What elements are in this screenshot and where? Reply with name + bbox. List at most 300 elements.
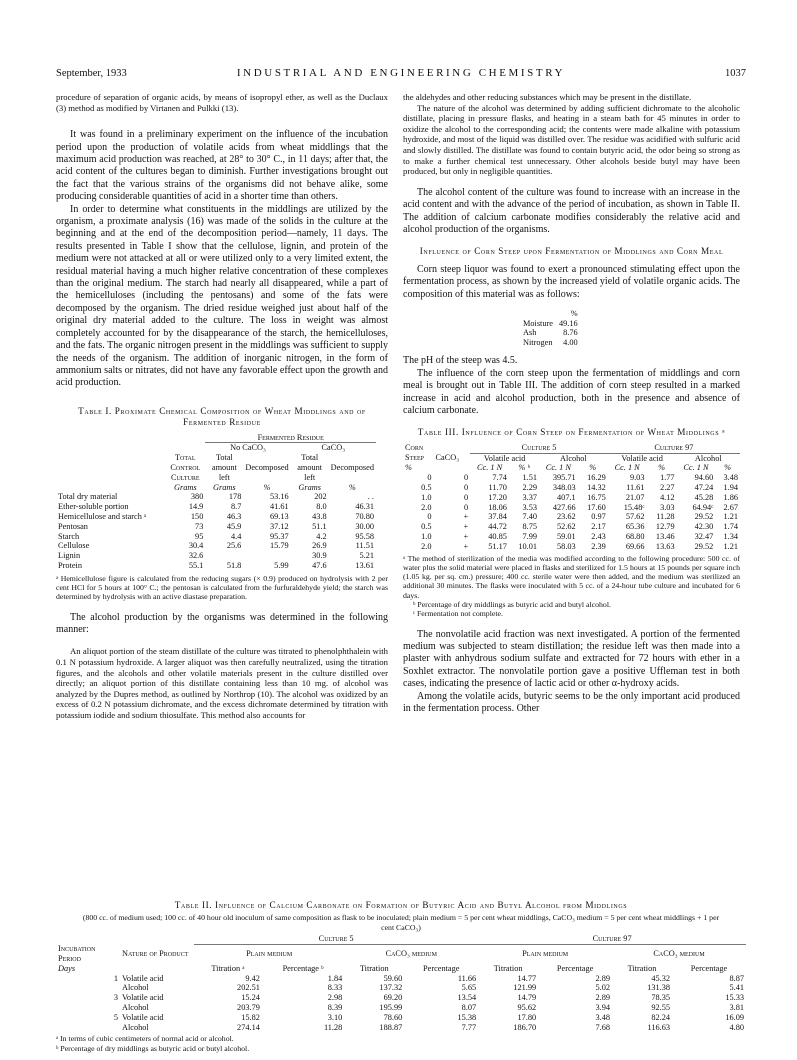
table-cell: 37.84 [488, 512, 507, 522]
table-cell: 46.31 [355, 502, 374, 512]
table-cell: 1.94 [723, 483, 738, 492]
composition-body [523, 319, 584, 348]
table-3-title: Table III. Influence of Corn Steep on Fermentation of Wheat Middlings ᵃ [417, 427, 726, 438]
table-row [403, 522, 740, 532]
table-cell: Total dry material [58, 492, 118, 502]
table-header: Volatile acid [483, 453, 526, 463]
paragraph: An aliquot portion of the steam distillate of the culture was titrated to phenolphthalein with 0.1 N potassium hydroxide. A larger aliquot was then carefully neutralized, using the titration figures, and the alcohols and other volatile materials present in the culture distilled over directly; an aliquot portion of this distillate containing less than 10 mg. of alcohol was analyzed by the Dupres method, as outlined by Northrop (10). The alcohol was oxidized by an excess of 0.2 N potassium dichromate, and the excess dichromate determined by titration with potassium iodide and sodium thiosulfate. This method also accounts for [56, 646, 388, 720]
table-header: Total amount left [211, 453, 237, 482]
table-cell: 3.81 [729, 1003, 744, 1013]
table-cell: 274.14 [237, 1022, 260, 1032]
table-cell: 8.87 [729, 973, 744, 983]
paragraph: procedure of separation of organic acids, by means of isopropyl ether, as well as the Duclaux (3) method as modified by Virtanen and Pulkki (13). [56, 92, 388, 113]
paragraph: The nature of the alcohol was determined by adding sufficient dichromate to the alcoholic distillate, placing in pressure flasks, and heating in a steam bath for 45 minutes in order to oxidize the alcohol to the corresponding acid; the contents were made alkaline with potassium hydroxide, and most of the liquid was distilled over. The residue was acidified with sulfuric acid and slowly distilled. The distillate was found to contain butyric acid, the odor being so strong as to make a further chemical test unnecessary. Other alcohols beside butyl may have been produced, but only in negligible quantities. [403, 102, 740, 177]
table-header: Titration [359, 963, 389, 973]
table-cell: Alcohol [122, 1003, 149, 1013]
table-cell: 23.62 [557, 512, 576, 522]
table-cell: 15.48ᶜ [623, 502, 645, 512]
table-3-body [403, 473, 740, 551]
table-cell: 32.6 [188, 551, 204, 561]
table-cell: 121.99 [513, 983, 537, 993]
table-cell: 5.65 [461, 983, 477, 993]
table-row [403, 473, 740, 483]
table-cell [243, 551, 290, 561]
table-cell: 16.75 [587, 492, 606, 502]
table-cell: 395.71 [552, 473, 576, 483]
table-2-footnote: ᵃ In terms of cubic centimeters of normal acid or alcohol. [56, 1034, 234, 1044]
table-cell: 0 [464, 483, 469, 492]
table-cell: 178 [228, 492, 242, 502]
table-cell: 17.80 [517, 1012, 537, 1022]
table-header: Percentage [556, 963, 594, 973]
table-cell: Protein [58, 560, 82, 570]
table-cell: 7.40 [522, 512, 537, 522]
table-cell: 2.17 [591, 522, 606, 532]
composition-table [523, 309, 584, 347]
table-cell: 64.94ᶜ [692, 502, 714, 512]
table-cell: 53.16 [270, 492, 289, 502]
table-cell: 65.36 [625, 522, 645, 532]
table-cell: 3 [113, 993, 118, 1003]
table-cell: 26.9 [312, 541, 327, 551]
table-cell: . . [367, 492, 374, 502]
table-cell: 78.60 [383, 1012, 403, 1022]
table-cell: 0 [427, 512, 432, 522]
table-row [56, 993, 746, 1003]
table-cell: 150 [190, 511, 204, 521]
table-cell: 4.00 [563, 337, 578, 347]
table-row [403, 512, 740, 522]
table-cell: 8.76 [563, 328, 578, 338]
table-cell: 44.72 [488, 522, 507, 532]
table-row [523, 328, 584, 338]
table-row [56, 541, 376, 551]
table-2-title: Table II. Influence of Calcium Carbonate on Formation of Butyric Acid and Butyl Alcohol from Middlings [174, 900, 628, 910]
table-header: Titration ᵃ [211, 963, 245, 973]
unit-label: % [724, 463, 732, 473]
unit-label: Cc. 1 N [545, 463, 571, 473]
header-journal: INDUSTRIAL AND ENGINEERING CHEMISTRY [236, 67, 566, 79]
table-cell: 202 [314, 492, 327, 502]
table-2 [56, 934, 746, 1032]
table-header: Decomposed [330, 462, 374, 472]
table-cell: 4.4 [230, 531, 242, 541]
table-cell: 131.38 [647, 983, 670, 993]
table-cell: 0 [464, 473, 469, 483]
table-3-footnote: ᵇ Percentage of dry middlings as butyric acid and butyl alcohol. [413, 600, 611, 610]
table-row [56, 1023, 746, 1033]
table-cell: 14.9 [188, 502, 204, 512]
table-cell: 43.8 [312, 511, 327, 521]
table-cell: 45.9 [226, 521, 242, 531]
table-header: Total amount left [297, 453, 323, 482]
table-cell: 92.55 [651, 1003, 670, 1013]
table-cell: + [463, 512, 469, 522]
table-cell: 348.03 [552, 483, 576, 492]
table-cell: Moisture [523, 318, 553, 328]
table-header: Volatile acid [621, 453, 663, 463]
table-cell: Alcohol [122, 983, 149, 993]
table-row [56, 1003, 746, 1013]
table-cell: 0.5 [421, 522, 432, 532]
table-cell: 15.33 [725, 993, 744, 1003]
paragraph: The influence of the corn steep upon the fermentation of middlings and corn meal is brought out in Table III. The addition of corn steep resulted in a marked increase in acid and alcohol production, both in the presence and absence of calcium carbonate. [403, 367, 740, 416]
table-header: Steep [405, 453, 424, 463]
table-cell: 3.03 [660, 502, 675, 512]
table-cell: 40.85 [488, 531, 507, 541]
table-cell: + [463, 531, 469, 541]
table-cell: 95.62 [517, 1003, 537, 1013]
table-1-footnote: ᵃ Hemicellulose figure is calculated from the reducing sugars (× 0.9) produced on hydrolysis with 2 per cent HCl for 5 hours at 100° C.; the pentosan is calculated from the furfuraldehyde yield; the starch was determined by hydrolysis with an active diastase preparation. [56, 573, 388, 602]
table-cell: 58.03 [557, 541, 576, 551]
table-cell: 2.89 [595, 973, 611, 983]
table-cell: Nitrogen [523, 337, 553, 347]
table-cell: 32.47 [694, 531, 714, 541]
table-row [56, 561, 376, 571]
table-cell: 3.10 [327, 1012, 343, 1022]
table-cell: 11.66 [457, 973, 477, 983]
table-3 [403, 443, 740, 552]
table-header: Culture 5 [470, 443, 608, 453]
unit-label: % [589, 463, 597, 473]
table-cell: 13.63 [655, 541, 675, 551]
table-cell: 0 [464, 492, 469, 502]
table-cell: 52.62 [557, 522, 576, 532]
table-cell: 12.79 [655, 522, 675, 532]
table-cell: 2.89 [595, 993, 611, 1003]
table-cell: 8.75 [522, 522, 537, 532]
table-cell: 15.82 [241, 1012, 260, 1022]
table-header: Culture 97 [478, 934, 746, 944]
table-cell [56, 1003, 120, 1013]
table-cell: Cellulose [58, 541, 90, 551]
table-3-footnote: ᶜ Fermentation not complete. [413, 609, 503, 619]
running-header [56, 68, 746, 82]
table-cell: 14.77 [517, 973, 537, 983]
table-header: Total Control Culture [170, 453, 201, 482]
paragraph: The alcohol content of the culture was found to increase with an increase in the acid content and with the advance of the period of incubation, as shown in Table II. The addition of calcium carbonate modifies considerably the relative acid and alcohol production of the organisms. [403, 186, 740, 235]
table-header: Culture 5 [194, 934, 478, 944]
table-cell: 1.74 [723, 522, 738, 532]
table-cell: 2.39 [591, 541, 606, 551]
table-cell: 49.16 [558, 318, 578, 328]
paragraph: It was found in a preliminary experiment on the influence of the incubation period upon the production of volatile acids from wheat middlings that the maximum acid production was reached, at 28° to 30° C., in 11 days; after that, the acid content of the cultures began to diminish. Further investigations brought out the fact that the various strains of the organisms did not behave alike, some producing considerable quantities of acid in a shorter time than others. [56, 129, 388, 203]
table-cell: Pentosan [58, 521, 88, 531]
table-cell: 95.37 [270, 531, 289, 541]
table-2-subtitle: (800 cc. of medium used; 100 cc. of 40 hour old inoculum of same composition as flask to be inoculated; plain medium = 5 per cent wheat middlings, CaCO₃ medium = 5 per cent wheat middlings + 1 per cent CaCO₃) [82, 913, 720, 932]
table-cell: 51.17 [488, 541, 507, 551]
table-cell: 8.07 [461, 1003, 477, 1013]
unit-label: % [570, 309, 578, 318]
table-cell: 0 [464, 502, 469, 512]
table-header: Fermented Residue [205, 433, 376, 443]
table-cell: 69.13 [270, 511, 289, 521]
table-cell: Hemicellulose and starch ᵃ [58, 511, 147, 521]
table-cell: 13.54 [457, 993, 477, 1003]
unit-label: Grams [173, 482, 197, 492]
table-cell: 55.1 [188, 560, 204, 570]
table-row [56, 502, 376, 512]
table-header: Percentage [690, 963, 728, 973]
table-cell: 186.70 [513, 1022, 537, 1032]
table-cell: 3.94 [595, 1003, 611, 1013]
paragraph: Among the volatile acids, butyric seems to be the only important acid produced in the fermentation process. Other [403, 690, 740, 715]
table-cell: 45.32 [651, 973, 670, 983]
table-cell: 1.0 [421, 492, 432, 502]
table-cell: 18.06 [488, 502, 507, 512]
table-cell: 14.32 [587, 483, 606, 492]
unit-label: Cc. 1 N [683, 463, 709, 473]
table-cell: 11.28 [656, 512, 675, 522]
right-column [403, 92, 740, 716]
table-cell: 2.0 [421, 541, 432, 551]
table-header: Nature of Product [122, 949, 189, 959]
table-header: CaCO₃ [435, 453, 460, 463]
table-row [56, 532, 376, 542]
unit-label: % [263, 482, 271, 492]
table-cell: 11.70 [488, 483, 507, 492]
table-cell: 188.87 [379, 1022, 403, 1032]
table-cell: + [463, 522, 469, 532]
table-cell: 25.6 [226, 541, 242, 551]
table-row [403, 542, 740, 552]
table-cell: + [463, 541, 469, 551]
page-number: 1037 [725, 68, 746, 79]
table-cell: 137.32 [379, 983, 403, 993]
table-cell: 5.99 [274, 560, 289, 570]
table-cell: 3.48 [595, 1012, 611, 1022]
table-cell: 51.8 [226, 560, 242, 570]
table-cell: 1.21 [723, 541, 738, 551]
table-cell: 5 [113, 1012, 118, 1022]
table-cell: 47.24 [694, 483, 714, 492]
table-cell: 69.66 [625, 541, 645, 551]
table-row [56, 983, 746, 993]
table-cell: Volatile acid [122, 1012, 164, 1022]
table-cell: Ether-soluble portion [58, 502, 129, 512]
table-cell: 8.0 [316, 502, 327, 512]
table-cell: 2.27 [660, 483, 675, 492]
table-1-title: Table I. Proximate Chemical Composition of Wheat Middlings and of Fermented Residue [78, 405, 366, 428]
table-row [56, 974, 746, 984]
table-cell: 2.0 [421, 502, 432, 512]
table-cell: 203.79 [237, 1003, 260, 1013]
table-cell: Lignin [58, 551, 81, 561]
table-cell: 5.21 [359, 551, 374, 561]
table-header: Plain medium [246, 949, 293, 959]
table-cell: 7.99 [522, 531, 537, 541]
table-row [56, 551, 376, 561]
paragraph: The pH of the steep was 4.5. [403, 355, 518, 367]
table-cell: 45.28 [694, 492, 714, 502]
unit-label: % [405, 463, 412, 473]
table-cell: 13.61 [355, 560, 374, 570]
table-cell: 7.68 [595, 1022, 611, 1032]
section-heading: Influence of Corn Steep upon Fermentation of Middlings and Corn Meal [419, 246, 724, 257]
unit-label: Days [58, 963, 76, 973]
table-cell: 1.34 [723, 531, 738, 541]
table-row [56, 1013, 746, 1023]
table-cell: 73 [195, 521, 204, 531]
table-header: Alcohol [694, 453, 722, 463]
table-cell: 3.37 [522, 492, 537, 502]
table-cell: 2.67 [723, 502, 738, 512]
table-cell: 13.46 [655, 531, 675, 541]
table-cell: 407.1 [557, 492, 576, 502]
table-cell: 15.24 [241, 993, 260, 1003]
table-cell: 37.12 [270, 521, 289, 531]
table-cell: 4.80 [729, 1022, 744, 1032]
table-cell: 1.77 [660, 473, 675, 483]
unit-label: % [348, 482, 356, 492]
table-cell: 1.21 [723, 512, 738, 522]
table-row [56, 522, 376, 532]
table-cell: Volatile acid [122, 993, 164, 1003]
table-cell: 29.52 [694, 512, 714, 522]
table-cell: 7.74 [492, 473, 507, 483]
table-row [56, 492, 376, 502]
table-cell: 1.51 [522, 473, 537, 483]
table-cell [56, 1023, 120, 1033]
table-cell: 116.63 [647, 1022, 670, 1032]
table-cell: Alcohol [122, 1022, 149, 1032]
table-cell: 14.79 [517, 993, 537, 1003]
table-cell: 8.39 [327, 1003, 343, 1013]
table-row [403, 483, 740, 493]
table-cell: 69.20 [383, 993, 403, 1003]
table-cell: 2.29 [522, 483, 537, 492]
table-cell: 2.98 [327, 993, 343, 1003]
table-cell: 16.29 [587, 473, 606, 483]
table-cell: 427.66 [552, 502, 576, 512]
table-cell: 11.61 [626, 483, 645, 492]
table-cell: 15.79 [270, 541, 289, 551]
table-cell: 3.53 [522, 502, 537, 512]
table-cell: 41.61 [270, 502, 289, 512]
table-cell: 94.60 [694, 473, 714, 483]
table-cell: 202.51 [237, 983, 260, 993]
table-cell: 3.48 [723, 473, 738, 483]
unit-label: Cc. 1 N [476, 463, 503, 473]
unit-label: Grams [298, 482, 321, 492]
unit-label: Cc. 1 N [614, 463, 640, 473]
table-header: Decomposed [245, 462, 289, 472]
table-cell: 1.0 [421, 531, 432, 541]
table-cell: 0.97 [591, 512, 606, 522]
table-cell [56, 983, 120, 993]
table-header: Culture 97 [608, 443, 740, 453]
table-header: Corn [405, 443, 424, 453]
table-cell: 95 [195, 531, 204, 541]
table-cell: 78.35 [651, 993, 670, 1003]
table-cell: 1.84 [327, 973, 343, 983]
table-2-footnote: ᵇ Percentage of dry middlings as butyric acid or butyl alcohol. [56, 1043, 250, 1053]
table-cell: 11.51 [355, 541, 374, 551]
table-cell: 17.20 [488, 492, 507, 502]
table-cell: 8.7 [230, 502, 242, 512]
header-date: September, 1933 [56, 68, 127, 79]
table-cell: 0 [427, 473, 432, 483]
table-header: CaCO₃ [321, 443, 346, 453]
left-column [56, 92, 388, 721]
table-2-body [56, 974, 746, 1033]
table-cell: 57.62 [625, 512, 645, 522]
table-cell: 59.01 [557, 531, 576, 541]
table-cell: Ash [523, 328, 537, 338]
table-cell: 7.77 [461, 1022, 477, 1032]
paragraph: The alcohol production by the organisms was determined in the following manner: [56, 611, 388, 635]
table-header: Plain medium [522, 949, 569, 959]
table-header: Incubation Period [58, 944, 96, 964]
table-cell: 4.12 [660, 492, 675, 502]
table-cell: 380 [190, 492, 204, 502]
table-cell: 8.33 [327, 983, 343, 993]
table-row [403, 532, 740, 542]
table-cell: 30.00 [355, 521, 374, 531]
table-cell: Volatile acid [122, 973, 164, 983]
table-cell: 1 [113, 973, 118, 983]
table-header: Percentage ᵇ [282, 963, 324, 973]
table-cell: 21.07 [625, 492, 645, 502]
table-cell: 16.09 [725, 1012, 744, 1022]
table-cell: 59.60 [383, 973, 403, 983]
unit-label: % ᵇ [518, 463, 530, 473]
table-cell: 5.02 [595, 983, 611, 993]
paragraph: In order to determine what constituents in the middlings are utilized by the organism, a proximate analysis (16) was made of the solids in the culture at the beginning and at the end of the decomposition period—namely, 11 days. The results presented in Table I show that the cellulose, lignin, and protein of the medium were not attacked at all or were utilized only to a very limited extent, the residual material having a much higher relative concentration of these complexes than the original medium. The starch had nearly all disappeared, while a part of the hemicelluloses (including the pentosans) and some of the fats were decomposed by the organism. The dried residue weighed just about half of the original dry material added to the culture. The loss in weight was almost completely accounted for by the disappearance of the starch, the hemicelluloses, and the fats. The organic nitrogen present in the middlings was sufficient to supply the needs of the organism. The addition of inorganic nitrogen, in the form of ammonium salts or nitrates, did not have any favorable effect upon the growth and acid production. [56, 203, 388, 389]
table-cell: Starch [58, 531, 80, 541]
table-cell: 29.52 [694, 541, 714, 551]
table-header: Titration [493, 963, 523, 973]
table-header: No CaCO₃ [230, 443, 266, 453]
table-cell: 42.30 [694, 522, 714, 532]
table-cell: 30.9 [312, 551, 327, 561]
paragraph: The nonvolatile acid fraction was next investigated. A portion of the fermented medium was subjected to steam distillation; the residue left was then made into a plaster with anhydrous sodium sulfate and extracted for 72 hours with ether in a Soxhlet extractor. The nonvolatile portion gave a positive Uffleman test in both cases, indicating the presence of lactic acid or other α-hydroxy acids. [403, 628, 740, 690]
table-cell: 51.1 [312, 521, 327, 531]
table-cell: 195.99 [379, 1003, 403, 1013]
table-cell: 4.2 [316, 531, 327, 541]
unit-label: % [658, 463, 665, 473]
paragraph: the aldehydes and other reducing substances which may be present in the distillate. [403, 92, 692, 102]
table-2-block [56, 900, 746, 1053]
table-cell: 11.28 [323, 1022, 343, 1032]
table-cell: 46.3 [226, 511, 242, 521]
table-1-body [56, 492, 376, 570]
table-row [523, 319, 584, 329]
table-row [56, 512, 376, 522]
table-cell: 2.43 [591, 531, 606, 541]
table-header: CaCO₃ medium [385, 949, 437, 959]
table-header: Alcohol [560, 453, 587, 463]
table-3-footnote: ᵃ The method of sterilization of the media was modified according to the following procedure: 500 cc. of water plus the solid material were placed in flasks and sterilized for 1.5 hours at 15 pounds per square inch (1.05 kg. per sq. cm.) pressure; 400 cc. sterile water were then added, and the medium was sterilized an additional 30 minutes. The flasks were inoculated with 5 cc. of a 24-hour tube culture and incubated for 6 days. [403, 553, 740, 600]
unit-label: Grams [213, 482, 236, 492]
table-header: CaCO₃ medium [653, 949, 705, 959]
table-cell: 95.58 [355, 531, 374, 541]
table-cell: 47.6 [312, 560, 327, 570]
table-cell: 68.80 [625, 531, 645, 541]
table-cell: 5.41 [729, 983, 744, 993]
table-cell: 30.4 [188, 541, 204, 551]
table-row [403, 503, 740, 513]
table-cell: 70.80 [355, 511, 374, 521]
table-cell: 10.01 [518, 541, 537, 551]
paragraph: Corn steep liquor was found to exert a pronounced stimulating effect upon the fermentation process, as shown by the increased yield of volatile organic acids. The composition of this material was as follows: [403, 263, 740, 300]
table-cell [205, 551, 243, 561]
table-cell: 17.60 [587, 502, 606, 512]
table-cell: 82.24 [651, 1012, 670, 1022]
table-cell: 1.86 [723, 492, 738, 502]
table-row [523, 338, 584, 348]
table-row [403, 493, 740, 503]
